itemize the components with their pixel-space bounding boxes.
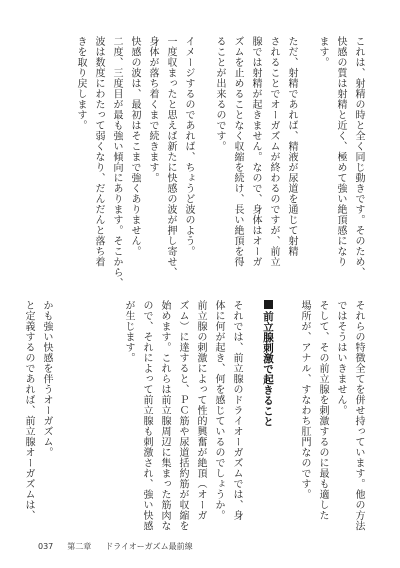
- text-column: 始めます。これらは前立腺周辺に集まった筋肉な: [159, 300, 170, 531]
- text-column: ます。: [317, 36, 328, 68]
- text-column: されることでオーガズムが終わるのですが、前立: [268, 36, 279, 267]
- text-column: と定義するのであれば、前立腺オーガズムは、: [23, 300, 34, 521]
- text-column: それでは、前立腺のドライオーガズムでは、身: [231, 300, 242, 521]
- text-column: 快感の質は射精と近く、極めて強い絶頂感になり: [335, 36, 346, 267]
- heading-square-icon: [264, 300, 273, 309]
- text-column: 身体が落ち着くまで続きます。: [147, 36, 158, 183]
- text-column: 二度、三度目が最も強い傾向にあります。そこから、: [111, 36, 122, 288]
- text-column: 波は数度にわたって弱くなり、だんだんと落ち着: [93, 36, 104, 267]
- heading-text: 前立腺刺激で起きること: [262, 311, 274, 427]
- text-column: ることが出来るのです。: [214, 36, 225, 152]
- chapter-title: ドライオーガズム最前線: [105, 542, 193, 551]
- text-column: きを取り戻します。: [75, 36, 86, 131]
- text-column: イメージするのであれば、ちょうど波のよう。: [183, 36, 194, 257]
- text-column: 快感の波は、最初はそこまで強くありません。: [129, 36, 140, 257]
- text-column: これは、射精の時と全く同じ動きです。そのため、: [353, 36, 364, 278]
- chapter-label: 第二章: [67, 542, 92, 551]
- page-footer: [38, 541, 207, 552]
- text-column: 前立腺の刺激によって性的興奮が絶頂（オーガ: [195, 300, 206, 521]
- text-column: それらの特徴全てを併せ持っています。他の方法: [353, 300, 364, 531]
- text-column: かも強い快感を伴うオーガズム。: [41, 300, 52, 458]
- text-column: 腺では射精が起きません。なので、身体はオーガ: [250, 36, 261, 267]
- text-column: ズムを止めることなく収縮を続け、長い絶頂を得: [232, 36, 243, 267]
- text-column: ので、それによって前立腺も刺激され、強い快感: [141, 300, 152, 531]
- text-column: ではそうはいきません。: [335, 300, 346, 416]
- text-column: ただ、射精であれば、精液が尿道を通じて射精: [286, 36, 297, 257]
- section-heading: [262, 300, 274, 427]
- text-column: ズム）に達すると、ＰＣ筋や尿道括約筋が収縮を: [177, 300, 188, 531]
- page-number: 037: [38, 542, 54, 551]
- text-column: そして、その前立腺を刺激するのに最も適した: [317, 300, 328, 521]
- text-column: 場所が、アナル、すなわち肛門なのです。: [299, 300, 310, 500]
- text-column: が生じます。: [123, 300, 134, 363]
- text-column: 体に何が起き、何を感じているのでしょうか。: [213, 300, 224, 521]
- text-column: 一度収まったと思えば新たに快感の波が押し寄せ、: [165, 36, 176, 278]
